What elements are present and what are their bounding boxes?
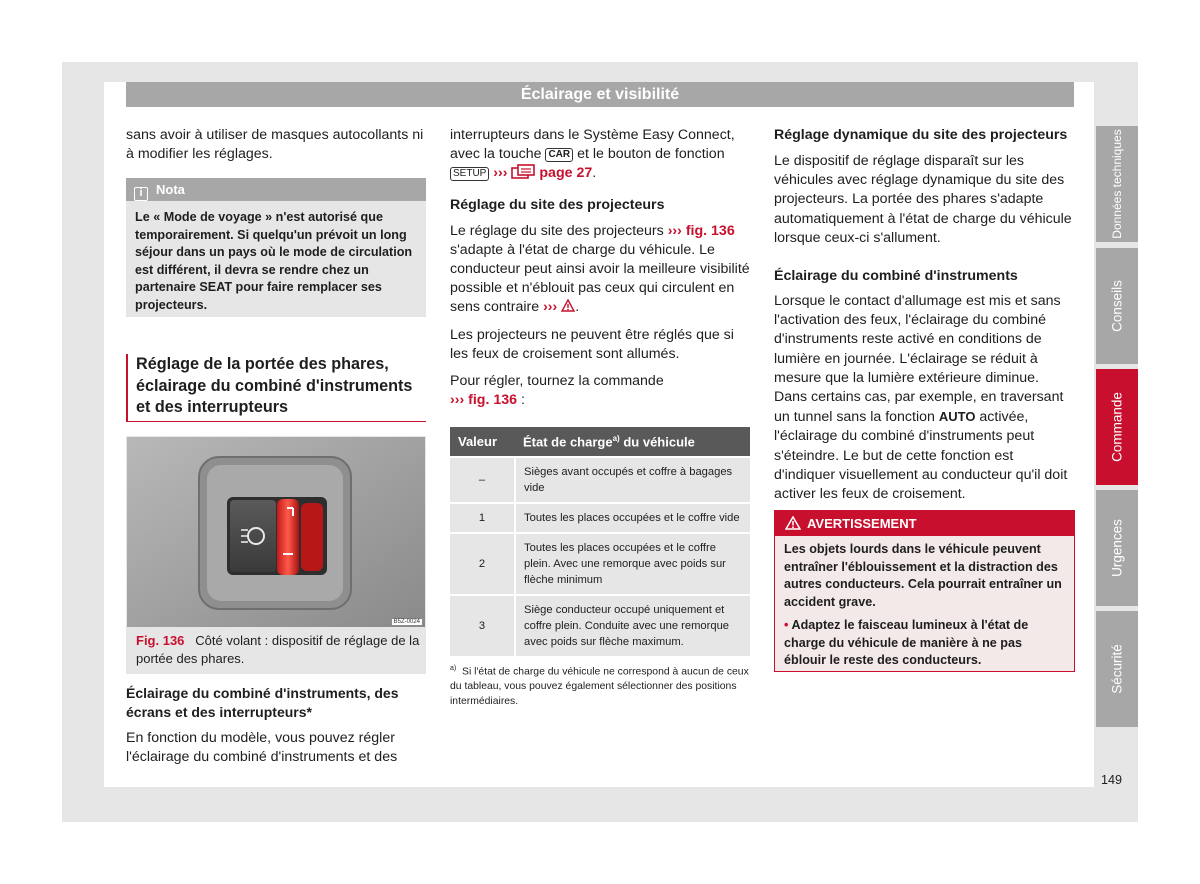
headlight-dial-illustration [127, 437, 425, 627]
intro-text: sans avoir à utiliser de masques autocollants ni à modifier les réglages. [126, 127, 424, 163]
tab-label: Sécurité [1109, 644, 1125, 694]
cell-text: Toutes les places occupées et le coffre plein. Avec une remorque avec poids sur flèche minimum [515, 533, 750, 595]
tab-label: Conseils [1109, 280, 1125, 332]
ref-arrow: ››› [493, 165, 508, 182]
warning-bullet-text: Adaptez le faisceau lumineux à l'état de charge du véhicule de manière à ne pas éblouir le reste des conducteurs. [784, 618, 1029, 667]
paragraph-text: interrupteurs dans le Système Easy Connect, avec la touche [450, 127, 735, 163]
subsection-text: En fonction du modèle, vous pouvez régler l'éclairage du combiné d'instruments et des [126, 730, 398, 766]
column-2 [450, 126, 750, 410]
figure-reference-link[interactable]: fig. 136 [685, 222, 735, 239]
paragraph-text: s'adapte à l'état de charge du véhicule. Le conducteur peut ainsi avoir la meilleure visibilité possible et n'éblouit pas ceux qui circulent en sens contraire [450, 241, 750, 316]
paragraph-text: activée, l'éclairage du combiné d'instruments peut s'éteindre. Le but de cette fonction est d'indiquer visuellement au conducteur qu'il doit activer les feux de croisement. [774, 409, 1068, 503]
tab-securite[interactable] [1096, 611, 1138, 727]
subsection-title: Réglage du site des projecteurs [450, 196, 665, 213]
instrument-lighting-paragraph [774, 292, 1074, 504]
adjust-paragraph: Pour régler, tournez la commande ››› fig. 136 : [450, 373, 664, 409]
table-row [450, 503, 750, 533]
ref-arrow: ››› [667, 222, 682, 239]
cell-value: 2 [450, 533, 515, 595]
paragraph-text: Le réglage du site des projecteurs [450, 222, 664, 239]
cell-text: Sièges avant occupés et coffre à bagages vide [515, 457, 750, 503]
warning-text: Les objets lourds dans le véhicule peuvent entraîner l'éblouissement et la distraction des autres conducteurs. Cela pourrait entraîner un accident grave. [784, 542, 1062, 609]
cell-value: 1 [450, 503, 515, 533]
auto-symbol: AUTO [938, 409, 976, 425]
table-row [450, 595, 750, 656]
warning-box [774, 510, 1075, 672]
setup-key: SETUP [450, 167, 489, 181]
note-text: Le « Mode de voyage » n'est autorisé que temporairement. Si quelqu'un prévoit un long séjour dans un pays où le mode de circulation est différent, il devra se rendre chez un partenaire SEAT pour faire remplacer ses projecteurs. [135, 210, 413, 312]
table-footnote [450, 661, 750, 709]
tab-conseils[interactable] [1096, 248, 1138, 364]
header-load-state [515, 427, 750, 457]
figure-136 [126, 436, 426, 674]
note-header [126, 178, 426, 201]
cell-text: Toutes les places occupées et le coffre vide [515, 503, 750, 533]
ref-arrow: ››› [543, 299, 558, 316]
paragraph-text: Pour régler, tournez la commande [450, 373, 664, 390]
cell-value: 3 [450, 595, 515, 656]
warning-title: AVERTISSEMENT [807, 516, 917, 531]
ref-arrow: ››› [450, 392, 465, 409]
tab-urgences[interactable] [1096, 490, 1138, 606]
dynamic-paragraph: Le dispositif de réglage disparaît sur les véhicules avec réglage dynamique du site des projecteurs. La portée des phares s'adapte automatiquement à l'état de charge du véhicule lorsque ceux-ci s'allument. [774, 153, 1072, 246]
load-state-table [450, 427, 750, 656]
header-value: Valeur [450, 427, 515, 457]
subsection-title: Réglage dynamique du site des projecteurs [774, 127, 1068, 143]
warning-triangle-icon [785, 516, 801, 530]
low-beam-paragraph: Les projecteurs ne peuvent être réglés que si les feux de croisement sont allumés. [450, 326, 734, 362]
header-text: État de charge [523, 434, 613, 450]
info-icon: i [134, 187, 148, 201]
warning-header [775, 511, 1074, 536]
headlight-range-control-image [127, 437, 425, 627]
site-paragraph: Le réglage du site des projecteurs ››› fig. 136 s'adapte à l'état de charge du véhicule. Le conducteur peut ainsi avoir la meilleure visibilité possible et n'éblouit pas ceux qui circulent en sens contraire ››› . [450, 222, 750, 316]
warning-body [775, 536, 1074, 670]
figure-label: Fig. 136 [136, 633, 185, 648]
tab-donnees-techniques[interactable] [1096, 126, 1138, 242]
cell-value: – [450, 457, 515, 503]
page-reference-link[interactable]: page 27 [539, 165, 593, 182]
page-number: 149 [1100, 773, 1122, 787]
note-box [126, 178, 426, 317]
table-row [450, 457, 750, 503]
paragraph-text: et le bouton de fonction [577, 146, 725, 163]
tab-commande[interactable] [1096, 369, 1138, 485]
car-key: CAR [545, 148, 573, 162]
section-title: Réglage de la portée des phares, éclairage du combiné d'instruments et des interrupteurs [126, 354, 426, 422]
figure-tag: B5Z-0024 [393, 619, 420, 625]
tab-label: Urgences [1109, 519, 1125, 577]
bullet-icon: • [784, 618, 789, 632]
chapter-header: Éclairage et visibilité [126, 82, 1074, 107]
warning-bullet [784, 617, 1065, 670]
figure-caption-text: Côté volant : dispositif de réglage de la portée des phares. [136, 633, 420, 666]
subsection-display-lighting [126, 684, 426, 767]
figure-reference-link[interactable]: fig. 136 [468, 392, 518, 409]
subsection-title: Éclairage du combiné d'instruments [774, 268, 1018, 285]
table-row [450, 533, 750, 595]
note-title: Nota [156, 182, 185, 197]
book-reference-icon [511, 164, 535, 179]
footnote-text: Si l'état de charge du véhicule ne correspond à aucun de ceux du tableau, vous pouvez également sélectionner des positions intermédiaires. [450, 666, 749, 708]
tab-label: Commande [1109, 392, 1125, 462]
column-3 [774, 126, 1074, 504]
footnote-marker: a) [450, 665, 457, 672]
subsection-title: Éclairage du combiné d'instruments, des écrans et des interrupteurs* [126, 685, 399, 720]
tab-label: Données techniques [1110, 129, 1124, 239]
figure-caption [136, 632, 421, 668]
header-text: du véhicule [623, 434, 695, 450]
footnote-marker: a) [612, 433, 620, 443]
table-header-row [450, 427, 750, 457]
easy-connect-paragraph: interrupteurs dans le Système Easy Connect, avec la touche CAR et le bouton de fonction SETUP ››› page 27. [450, 127, 735, 182]
paragraph-text: Lorsque le contact d'allumage est mis et sans l'activation des feux, l'éclairage du combiné d'instruments reste activé en conditions de lumière en journée. L'éclairage se réduit à mesure que la lumière extérieure diminue. Dans certains cas, par exemple, en traversant un tunnel sans la fonction [774, 293, 1064, 426]
cell-text: Siège conducteur occupé uniquement et coffre plein. Conduite avec une remorque avec poids sur flèche maximum. [515, 595, 750, 656]
warning-triangle-icon[interactable] [561, 299, 575, 312]
